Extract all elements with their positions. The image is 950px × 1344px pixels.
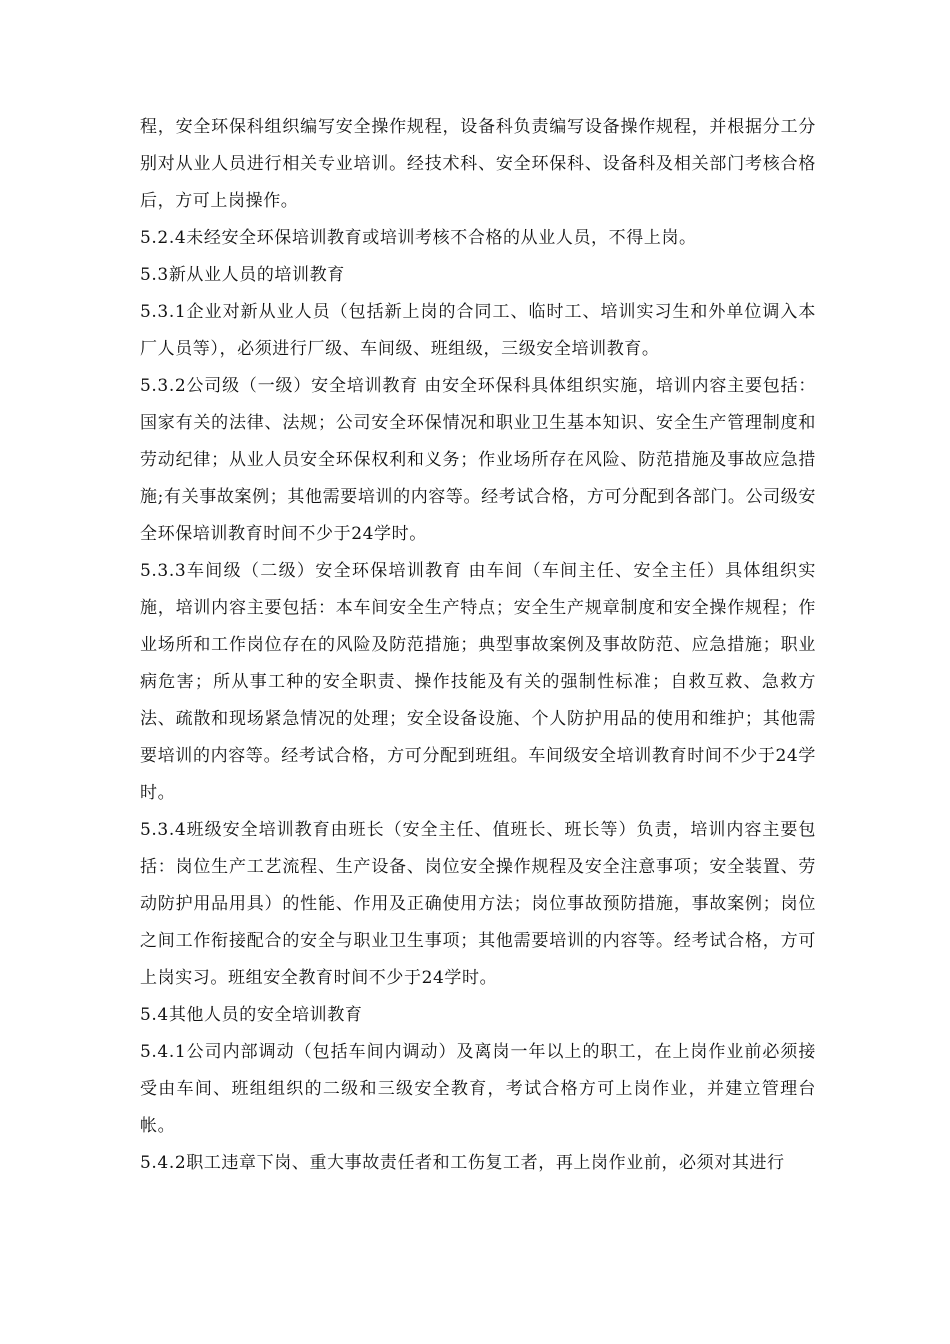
- paragraph-5-3-3: 5.3.3车间级（二级）安全环保培训教育 由车间（车间主任、安全主任）具体组织实施，培训内容主要包括：本车间安全生产特点；安全生产规章制度和安全操作规程；作业场所和工作岗位存在的风险及防范措施；典型事故案例及事故防范、应急措施；职业病危害；所从事工种的安全职责、操作技能及有关的强制性标准；自救互救、急救方法、疏散和现场紧急情况的处理；安全设备设施、个人防护用品的使用和维护；其他需要培训的内容等。经考试合格，方可分配到班组。车间级安全培训教育时间不少于24学时。: [140, 561, 816, 803]
- paragraph-5-4-2: 5.4.2职工违章下岗、重大事故责任者和工伤复工者，再上岗作业前，必须对其进行: [140, 1153, 785, 1173]
- section-heading-5-4: 5.4其他人员的安全培训教育: [140, 1005, 363, 1025]
- paragraph-5-4-1: 5.4.1公司内部调动（包括车间内调动）及离岗一年以上的职工，在上岗作业前必须接受由车间、班组组织的二级和三级安全教育，考试合格方可上岗作业，并建立管理台帐。: [140, 1042, 816, 1136]
- section-heading-5-3: 5.3新从业人员的培训教育: [140, 265, 345, 285]
- paragraph-5-3-2: 5.3.2公司级（一级）安全培训教育 由安全环保科具体组织实施，培训内容主要包括：国家有关的法律、法规；公司安全环保情况和职业卫生基本知识、安全生产管理制度和劳动纪律；从业人员安全环保权利和义务；作业场所存在风险、防范措施及事故应急措施;有关事故案例；其他需要培训的内容等。经考试合格，方可分配到各部门。公司级安全环保培训教育时间不少于24学时。: [140, 376, 816, 544]
- document-body: [140, 109, 816, 1182]
- paragraph-5-2-4: 5.2.4未经安全环保培训教育或培训考核不合格的从业人员，不得上岗。: [140, 228, 697, 248]
- paragraph-5-3-4: 5.3.4班级安全培训教育由班长（安全主任、值班长、班长等）负责，培训内容主要包括：岗位生产工艺流程、生产设备、岗位安全操作规程及安全注意事项；安全装置、劳动防护用品用具）的性能、作用及正确使用方法；岗位事故预防措施，事故案例；岗位之间工作衔接配合的安全与职业卫生事项；其他需要培训的内容等。经考试合格，方可上岗实习。班组安全教育时间不少于24学时。: [140, 820, 816, 988]
- paragraph-5-3-1: 5.3.1企业对新从业人员（包括新上岗的合同工、临时工、培训实习生和外单位调入本厂人员等），必须进行厂级、车间级、班组级，三级安全培训教育。: [140, 302, 816, 359]
- paragraph-continuation: 程，安全环保科组织编写安全操作规程，设备科负责编写设备操作规程，并根据分工分别对从业人员进行相关专业培训。经技术科、安全环保科、设备科及相关部门考核合格后，方可上岗操作。: [140, 117, 816, 211]
